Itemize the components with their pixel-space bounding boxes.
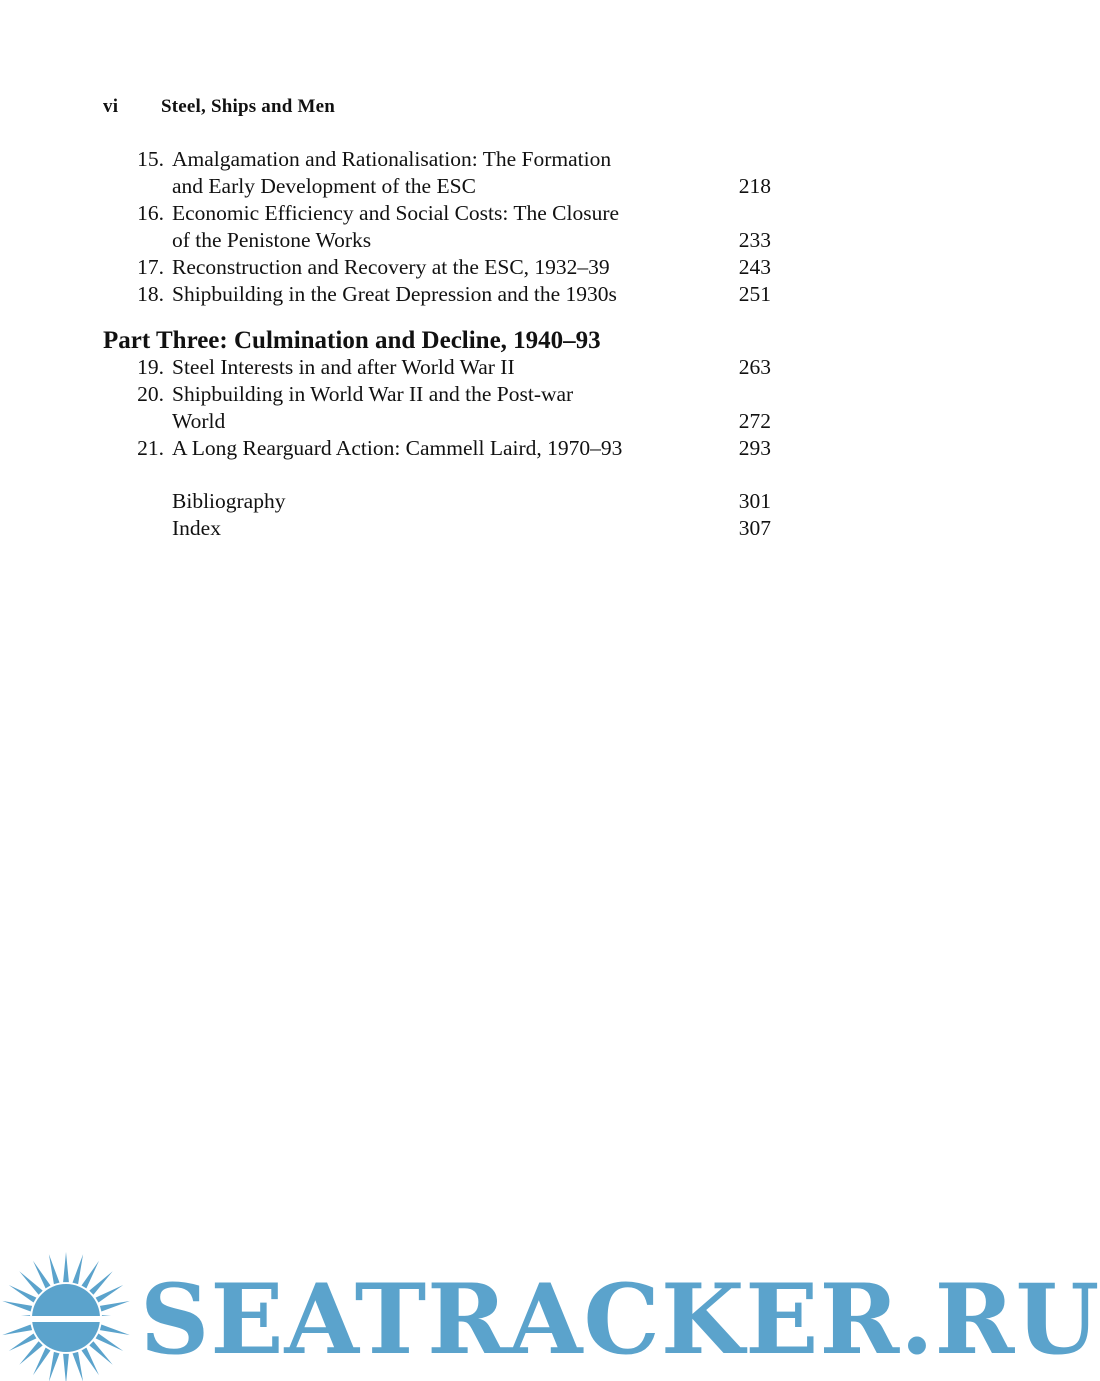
- toc-entry-line: [103, 174, 783, 201]
- sun-ray: [100, 1325, 130, 1336]
- sun-ray: [49, 1352, 60, 1381]
- chapter-title: Shipbuilding in World War II and the Post-war: [172, 382, 574, 406]
- back-matter-label: Bibliography: [172, 489, 286, 513]
- page-number: vi: [103, 96, 119, 117]
- chapter-title: Steel Interests in and after World War II: [172, 355, 515, 379]
- sun-ray: [9, 1285, 37, 1303]
- sun-ray: [89, 1271, 112, 1294]
- chapter-number: 20.: [137, 382, 164, 406]
- page-ref: 243: [738, 255, 771, 279]
- watermark: [0, 1240, 1100, 1381]
- part-heading: Part Three: Culmination and Decline, 1940–93: [103, 327, 601, 354]
- sun-ray: [96, 1334, 124, 1352]
- page-ref: 263: [738, 355, 771, 379]
- sun-ray: [2, 1301, 32, 1312]
- table-of-contents: [103, 147, 783, 543]
- toc-entry-line: [103, 201, 783, 228]
- chapter-number: 16.: [137, 201, 164, 225]
- toc-entry-line: [103, 147, 783, 174]
- back-matter-label: Index: [172, 516, 221, 540]
- toc-entry-line: [103, 436, 783, 463]
- sun-ray: [63, 1354, 69, 1381]
- toc-entry-line: [103, 382, 783, 409]
- page-ref: 233: [738, 228, 771, 252]
- sun-ray: [89, 1341, 112, 1364]
- toc-group-part-two: [103, 147, 783, 309]
- running-head: [103, 96, 335, 118]
- watermark-text: SEATRACKER.RU: [140, 1263, 1100, 1376]
- toc-entry-line: [103, 282, 783, 309]
- sun-ray: [100, 1301, 130, 1312]
- chapter-title: and Early Development of the ESC: [172, 174, 476, 198]
- chapter-title: Shipbuilding in the Great Depression and the 1930s: [172, 282, 617, 306]
- sun-ray: [82, 1261, 100, 1289]
- sun-ray: [73, 1352, 84, 1381]
- chapter-title: of the Penistone Works: [172, 228, 372, 252]
- sun-ray: [73, 1254, 84, 1284]
- chapter-title: A Long Rearguard Action: Cammell Laird, 1970–93: [172, 436, 623, 460]
- page-ref: 307: [738, 516, 771, 540]
- chapter-title: Reconstruction and Recovery at the ESC, 1932–39: [172, 255, 610, 279]
- sun-ray: [19, 1341, 42, 1364]
- toc-entry-line: [103, 355, 783, 382]
- sun-ray: [9, 1334, 37, 1352]
- sun-ray: [19, 1271, 42, 1294]
- back-matter-entry: [103, 489, 783, 516]
- sun-ray: [33, 1261, 51, 1289]
- chapter-title: World: [172, 409, 226, 433]
- running-title: Steel, Ships and Men: [161, 96, 335, 117]
- sun-ray: [2, 1325, 32, 1336]
- sun-ray: [63, 1252, 69, 1282]
- chapter-number: 17.: [137, 255, 164, 279]
- sun-ray: [49, 1254, 60, 1284]
- toc-entry-line: [103, 228, 783, 255]
- chapter-title: Amalgamation and Rationalisation: The Formation: [172, 147, 612, 171]
- page-ref: 218: [738, 174, 771, 198]
- page-ref: 301: [738, 489, 771, 513]
- toc-back-matter: [103, 489, 783, 543]
- sun-logo-icon: [0, 1240, 140, 1381]
- back-matter-entry: [103, 516, 783, 543]
- sun-ray: [82, 1348, 100, 1376]
- page-ref: 272: [738, 409, 771, 433]
- chapter-title: Economic Efficiency and Social Costs: The Closure: [172, 201, 620, 225]
- chapter-number: 15.: [137, 147, 164, 171]
- sun-ray: [96, 1285, 124, 1303]
- chapter-number: 21.: [137, 436, 164, 460]
- toc-entry-line: [103, 255, 783, 282]
- chapter-number: 19.: [137, 355, 164, 379]
- chapter-number: 18.: [137, 282, 164, 306]
- sun-ray: [33, 1348, 51, 1376]
- toc-group-part-three: [103, 355, 783, 463]
- toc-entry-line: [103, 409, 783, 436]
- page-ref: 251: [738, 282, 771, 306]
- page-ref: 293: [738, 436, 771, 460]
